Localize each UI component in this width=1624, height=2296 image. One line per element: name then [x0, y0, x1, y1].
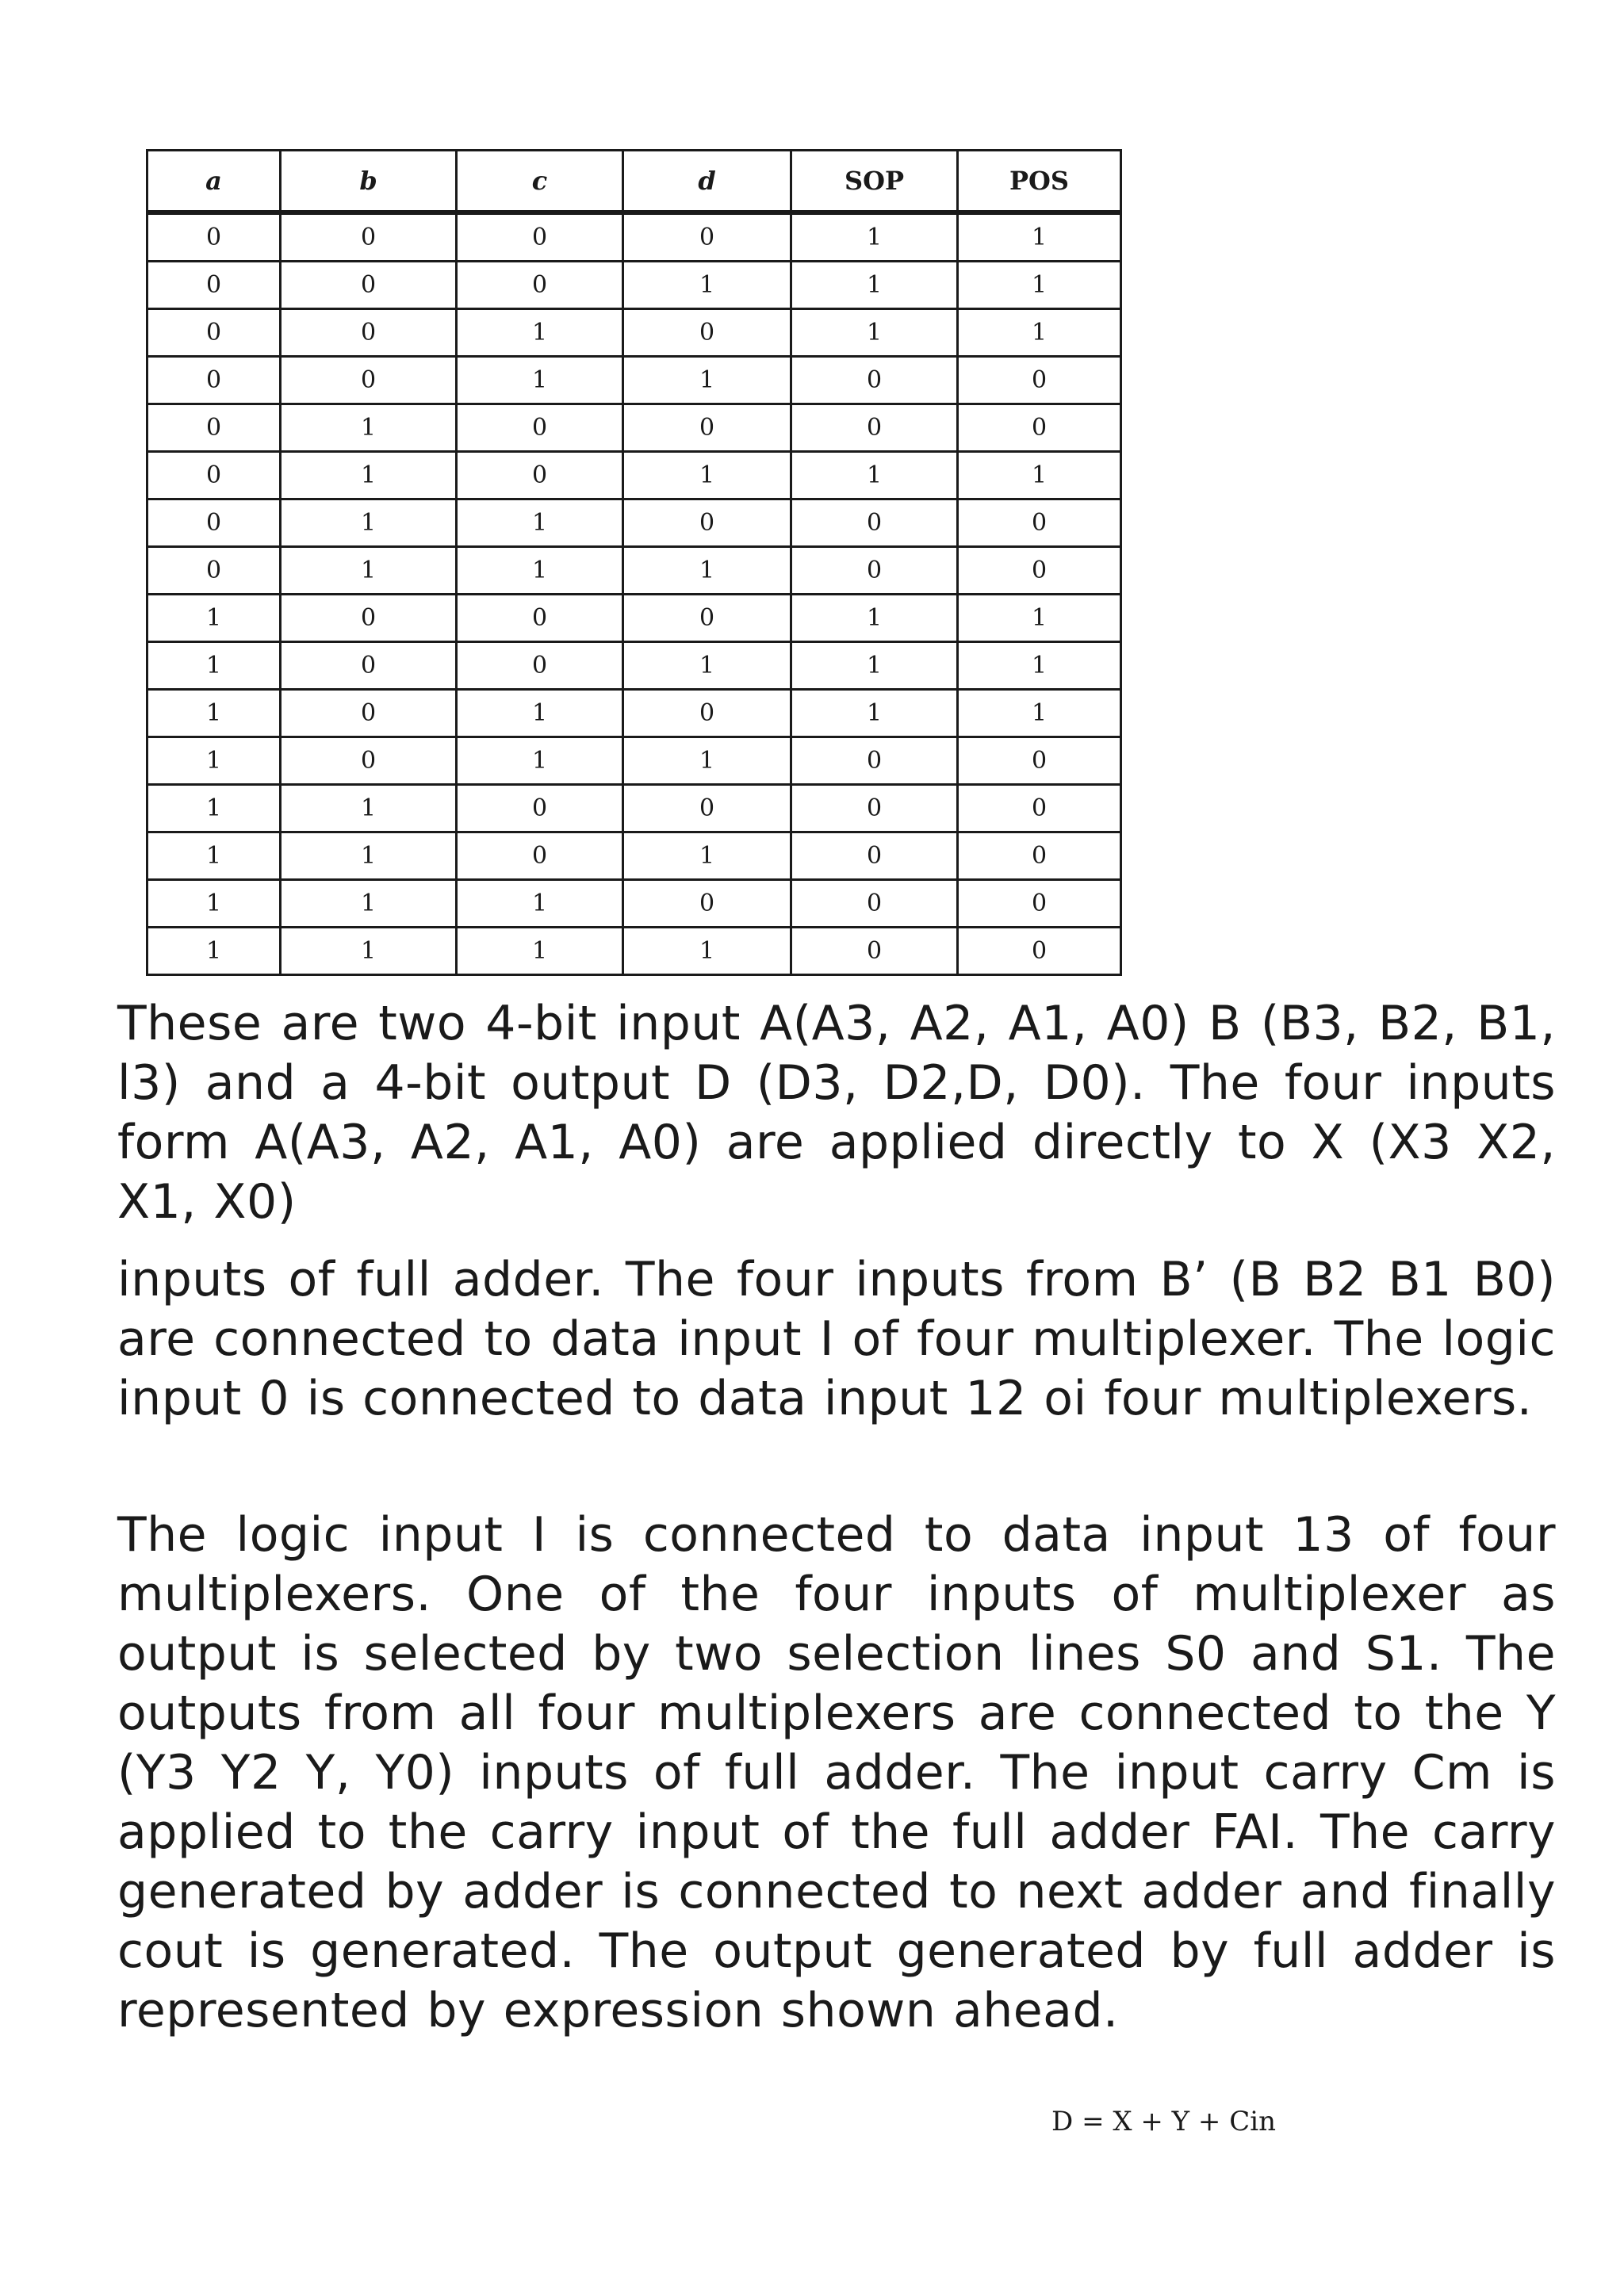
header-pos: POS	[958, 151, 1121, 213]
table-cell: 1	[958, 309, 1121, 357]
table-cell: 1	[457, 357, 623, 404]
table-cell: 1	[457, 499, 623, 547]
table-cell: 0	[457, 785, 623, 832]
header-sop: SOP	[791, 151, 958, 213]
table-cell: 0	[457, 404, 623, 452]
table-cell: 1	[791, 642, 958, 690]
table-cell: 1	[457, 928, 623, 975]
table-cell: 1	[623, 642, 791, 690]
table-cell: 1	[623, 928, 791, 975]
table-cell: 1	[958, 262, 1121, 309]
header-c: c	[457, 151, 623, 213]
table-cell: 0	[791, 737, 958, 785]
table-cell: 1	[281, 404, 457, 452]
table-cell: 0	[147, 357, 281, 404]
table-cell: 0	[958, 737, 1121, 785]
table-cell: 0	[958, 832, 1121, 880]
table-cell: 0	[791, 880, 958, 928]
table-cell: 0	[457, 595, 623, 642]
table-cell: 0	[457, 452, 623, 499]
table-cell: 0	[958, 928, 1121, 975]
table-row	[147, 785, 1121, 832]
table-cell: 0	[958, 880, 1121, 928]
table-cell: 1	[281, 785, 457, 832]
table-cell: 1	[791, 262, 958, 309]
table-cell: 0	[623, 880, 791, 928]
table-row	[147, 642, 1121, 690]
paragraph-3: The logic input I is connected to data input 13 of four multiplexers. One of the four inputs of multiplexer as output is selected by two selection lines S0 and S1. The outputs from all four multiplexers are connected to the Y (Y3 Y2 Y, Y0) inputs of full adder. The input carry Cm is applied to the carry input of the full adder FAI. The carry generated by adder is connected to next adder and finally cout is generated. The output generated by full adder is represented by expression shown ahead.	[117, 1507, 1556, 2038]
table-cell: 1	[791, 595, 958, 642]
table-cell: 0	[457, 642, 623, 690]
table-cell: 0	[457, 262, 623, 309]
table-row	[147, 404, 1121, 452]
table-cell: 0	[147, 499, 281, 547]
table-cell: 0	[791, 832, 958, 880]
table-cell: 0	[958, 547, 1121, 595]
table-cell: 1	[457, 309, 623, 357]
table-cell: 1	[623, 547, 791, 595]
table-cell: 0	[281, 595, 457, 642]
table-row	[147, 357, 1121, 404]
table-cell: 1	[958, 212, 1121, 262]
table-cell: 0	[457, 212, 623, 262]
table-cell: 0	[791, 785, 958, 832]
table-cell: 1	[147, 690, 281, 737]
header-a: a	[147, 151, 281, 213]
table-cell: 1	[147, 642, 281, 690]
table-cell: 1	[623, 357, 791, 404]
table-cell: 1	[147, 737, 281, 785]
table-cell: 0	[623, 404, 791, 452]
table-cell: 1	[623, 737, 791, 785]
header-d: d	[623, 151, 791, 213]
table-row	[147, 212, 1121, 262]
table-row	[147, 452, 1121, 499]
table-cell: 0	[281, 357, 457, 404]
table-cell: 0	[281, 737, 457, 785]
table-cell: 1	[457, 547, 623, 595]
table-cell: 0	[281, 690, 457, 737]
table-cell: 0	[623, 785, 791, 832]
table-row	[147, 928, 1121, 975]
table-cell: 0	[281, 262, 457, 309]
table-cell: 0	[281, 642, 457, 690]
table-cell: 1	[147, 880, 281, 928]
table-cell: 0	[623, 499, 791, 547]
table-cell: 1	[281, 928, 457, 975]
table-cell: 1	[281, 499, 457, 547]
table-cell: 0	[958, 357, 1121, 404]
table-cell: 0	[623, 595, 791, 642]
table-cell: 1	[457, 737, 623, 785]
table-row	[147, 595, 1121, 642]
table-cell: 1	[457, 880, 623, 928]
equation: D = X + Y + Cin	[1051, 2106, 1277, 2137]
table-cell: 0	[958, 499, 1121, 547]
table-cell: 0	[791, 404, 958, 452]
table-cell: 0	[623, 690, 791, 737]
table-body	[147, 212, 1121, 975]
table-cell: 1	[623, 452, 791, 499]
table-row	[147, 880, 1121, 928]
table-cell: 0	[958, 404, 1121, 452]
truth-table	[146, 149, 1122, 976]
table-cell: 1	[457, 690, 623, 737]
table-cell: 0	[147, 309, 281, 357]
table-cell: 1	[147, 595, 281, 642]
table-row	[147, 737, 1121, 785]
table-cell: 1	[623, 832, 791, 880]
table-cell: 0	[791, 499, 958, 547]
table-cell: 0	[457, 832, 623, 880]
table-cell: 1	[147, 785, 281, 832]
table-cell: 1	[958, 595, 1121, 642]
table-row	[147, 309, 1121, 357]
table-cell: 0	[958, 785, 1121, 832]
table-cell: 1	[791, 452, 958, 499]
table-cell: 0	[147, 404, 281, 452]
table-cell: 1	[281, 880, 457, 928]
table-row	[147, 690, 1121, 737]
table-cell: 1	[147, 832, 281, 880]
table-cell: 1	[147, 928, 281, 975]
table-row	[147, 547, 1121, 595]
table-cell: 0	[791, 547, 958, 595]
table-row	[147, 832, 1121, 880]
paragraph-1: These are two 4-bit input A(A3, A2, A1, A0) B (B3, B2, B1, l3) and a 4-bit output D (D3, D2,D, D0). The four inputs form A(A3, A2, A1, A0) are applied directly to X (X3 X2, X1, X0)	[117, 996, 1556, 1230]
table-cell: 1	[791, 690, 958, 737]
table-cell: 1	[623, 262, 791, 309]
table-cell: 0	[623, 212, 791, 262]
table-cell: 1	[281, 547, 457, 595]
table-cell: 0	[147, 547, 281, 595]
table-row	[147, 262, 1121, 309]
table-row	[147, 499, 1121, 547]
table-cell: 0	[281, 212, 457, 262]
table-cell: 1	[281, 832, 457, 880]
table-cell: 1	[791, 309, 958, 357]
table-cell: 0	[791, 357, 958, 404]
table-cell: 1	[958, 642, 1121, 690]
table-cell: 1	[958, 690, 1121, 737]
table-cell: 0	[281, 309, 457, 357]
table-cell: 0	[147, 262, 281, 309]
table-cell: 0	[623, 309, 791, 357]
table-cell: 1	[281, 452, 457, 499]
table-cell: 0	[791, 928, 958, 975]
table-header-row	[147, 151, 1121, 213]
table-cell: 1	[791, 212, 958, 262]
table-cell: 0	[147, 452, 281, 499]
table-cell: 1	[958, 452, 1121, 499]
table-cell: 0	[147, 212, 281, 262]
paragraph-2: inputs of full adder. The four inputs from B’ (B B2 B1 B0) are connected to data input I of four multiplexer. The logic input 0 is connected to data input 12 oi four multiplexers.	[117, 1252, 1556, 1426]
header-b: b	[281, 151, 457, 213]
